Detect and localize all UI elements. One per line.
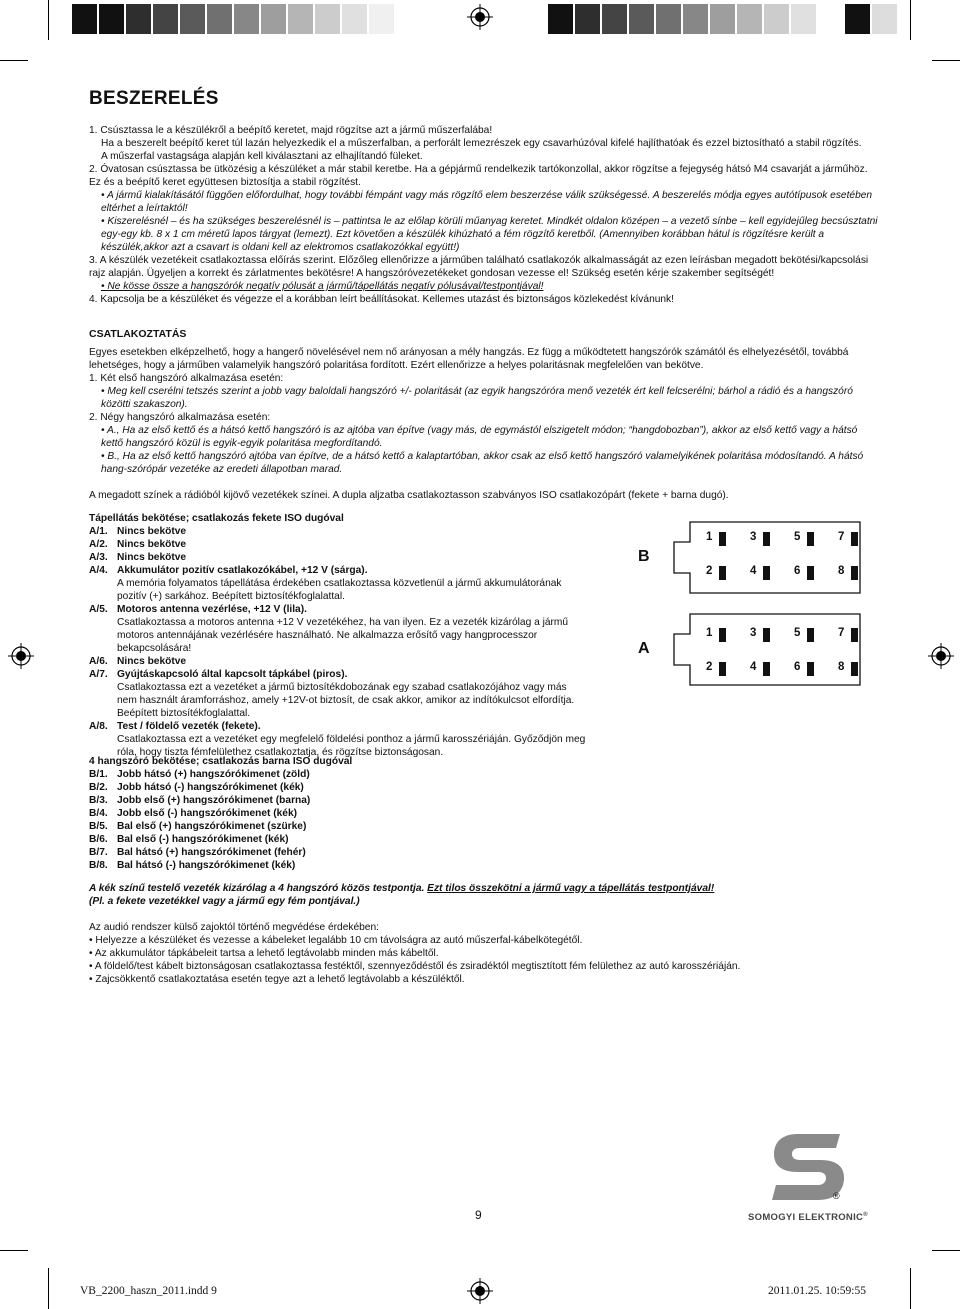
pin-id: A/5. bbox=[89, 604, 108, 615]
pin-id: B/3. bbox=[89, 795, 108, 806]
pin-id: A/2. bbox=[89, 539, 108, 550]
pin-id: A/8. bbox=[89, 721, 108, 732]
install-step-1-note-2: A műszerfal vastagsága alapján kell kiválasztani az elhajlítandó füleket. bbox=[101, 151, 423, 162]
pin-number: 6 bbox=[794, 565, 801, 577]
color-bar-left bbox=[72, 4, 423, 34]
pin-title: Bal első (+) hangszórókimenet (szürke) bbox=[117, 821, 307, 832]
crop-mark bbox=[48, 1268, 49, 1309]
color-swatch bbox=[315, 4, 340, 34]
color-swatch bbox=[764, 4, 789, 34]
pin-id: B/7. bbox=[89, 847, 108, 858]
color-bar-right bbox=[548, 4, 899, 34]
color-swatch bbox=[288, 4, 313, 34]
pin-id: B/5. bbox=[89, 821, 108, 832]
color-swatch bbox=[818, 4, 843, 34]
ground-warning bbox=[89, 882, 879, 908]
registration-mark-icon bbox=[467, 4, 493, 30]
speaker-row bbox=[89, 846, 589, 859]
pin-id: A/3. bbox=[89, 552, 108, 563]
iso-connector-diagram bbox=[630, 515, 880, 695]
pin-description: A memória folyamatos tápellátása érdekében csatlakoztassa közvetlenül a jármű akkumulátorának pozitív (+) sarkához. Beépített biztosítékfoglalattal. bbox=[117, 578, 562, 602]
noise-item: • A földelő/test kábelt biztonságosan csatlakoztassa festéktől, szennyeződéstől és zsiradéktól megtisztított fém felülethez az autó karosszériáján. bbox=[89, 961, 741, 972]
pin-contact bbox=[719, 628, 726, 642]
install-steps bbox=[89, 124, 879, 306]
noise-intro: Az audió rendszer külső zajoktól történő megvédése érdekében: bbox=[89, 922, 379, 933]
speaker-heading: 4 hangszóró bekötése; csatlakozás barna ISO dugóval bbox=[89, 756, 353, 767]
pin-title: Test / földelő vezeték (fekete). bbox=[117, 721, 261, 732]
pin-contact bbox=[763, 662, 770, 676]
pin-id: B/4. bbox=[89, 808, 108, 819]
pin-title: Bal hátsó (-) hangszórókimenet (kék) bbox=[117, 860, 296, 871]
ground-warning-example: (Pl. a fekete vezetékkel vagy a jármű egy fém pontjával.) bbox=[89, 896, 360, 907]
pin-number: 4 bbox=[750, 565, 757, 577]
power-row bbox=[89, 603, 589, 655]
pin-title: Nincs bekötve bbox=[117, 526, 187, 537]
noise-item: • Helyezze a készüléket és vezesse a kábeleket legalább 10 cm távolságra az autó műszerfal-kábelkötegétől. bbox=[89, 935, 583, 946]
pin-number: 5 bbox=[794, 627, 801, 639]
pin-number: 5 bbox=[794, 531, 801, 543]
crop-mark bbox=[932, 1250, 960, 1251]
color-swatch bbox=[737, 4, 762, 34]
speaker-row bbox=[89, 794, 589, 807]
pin-number: 3 bbox=[750, 627, 757, 639]
brand-tm: ® bbox=[863, 1212, 868, 1218]
pin-title: Nincs bekötve bbox=[117, 552, 187, 563]
connect-intro: Egyes esetekben elképzelhető, hogy a hangerő növelésével nem nő arányosan a mély hangzás. Ez függ a működtetett hangszórók számától és elhelyezésétől, továbbá lehetséges, hogy a járműben valamelyik hangszóró polaritása fordított. Ezért ellenőrizze a helyes polaritásnak megfelelően van bekötve. bbox=[89, 347, 849, 371]
install-step-2-note-2: • Kiszerelésnél – és ha szükséges beszerelésnél is – pattintsa le az előlap körüli műanyag keretet. Mindkét oldalon középen – a vezető sínbe – kell egyidejűleg becsúsztatni egy-egy kb. 8 x 1 cm méretű lapos tárgyat (lemezt). Ezt követően a készülék kihúzható a fém rögzítő keretből. (Amennyiben korábban hátul is rögzítésre került a készülék,akkor azt a csavart is oldani kell az elektromos csatlakozókkal együtt!) bbox=[101, 216, 878, 253]
registration-mark-icon bbox=[928, 643, 954, 669]
connector-label-b: B bbox=[638, 548, 650, 565]
install-step-1: 1. Csúsztassa le a készülékről a beépítő keretet, majd rögzítse azt a jármű műszerfalába! bbox=[89, 125, 493, 136]
speaker-row bbox=[89, 820, 589, 833]
pin-contact bbox=[851, 532, 858, 546]
pin-number: 8 bbox=[838, 565, 845, 577]
pin-id: A/7. bbox=[89, 669, 108, 680]
color-swatch bbox=[72, 4, 97, 34]
color-swatch bbox=[99, 4, 124, 34]
speaker-row bbox=[89, 833, 589, 846]
brand-name-text: SOMOGYI ELEKTRONIC bbox=[748, 1212, 864, 1224]
connect-case-1-note: • Meg kell cserélni tetszés szerint a jobb vagy baloldali hangszóró +/- polaritását (az egyik hangszóróra menő vezeték ért kell felcserélni; bárhol a rádió és a hangszóró közötti szakaszon). bbox=[101, 386, 853, 410]
registration-mark-icon bbox=[8, 643, 34, 669]
color-swatch bbox=[629, 4, 654, 34]
pin-id: A/6. bbox=[89, 656, 108, 667]
power-row bbox=[89, 720, 589, 759]
noise-item: • Az akkumulátor tápkábeleit tartsa a lehető legtávolabb minden más kábeltől. bbox=[89, 948, 439, 959]
pin-title: Gyújtáskapcsoló által kapcsolt tápkábel (piros). bbox=[117, 669, 348, 680]
pin-contact bbox=[763, 628, 770, 642]
pin-contact bbox=[851, 628, 858, 642]
power-row bbox=[89, 655, 589, 668]
crop-mark bbox=[910, 1268, 911, 1309]
power-row bbox=[89, 564, 589, 603]
pin-id: B/1. bbox=[89, 769, 108, 780]
pin-title: Akkumulátor pozitív csatlakozókábel, +12 V (sárga). bbox=[117, 565, 368, 576]
ground-warning-emphasis: Ezt tilos összekötni a jármű vagy a tápellátás testpontjával! bbox=[427, 883, 715, 894]
pin-contact bbox=[807, 532, 814, 546]
color-swatch bbox=[342, 4, 367, 34]
ground-warning-text: A kék színű testelő vezeték kizárólag a 4 hangszóró közös testpontja. bbox=[89, 883, 428, 894]
pin-contact bbox=[807, 628, 814, 642]
power-row bbox=[89, 538, 589, 551]
pin-contact bbox=[851, 662, 858, 676]
crop-mark bbox=[0, 60, 28, 61]
pin-title: Nincs bekötve bbox=[117, 656, 187, 667]
pin-title: Motoros antenna vezérlése, +12 V (lila). bbox=[117, 604, 307, 615]
page-title: BESZERELÉS bbox=[89, 88, 219, 109]
install-step-1-note: Ha a beszerelt beépítő keret túl lazán helyezkedik el a műszerfalban, a perforált lemezrészek egy csavarhúzóval kifelé hajlíthatóak és ezzel biztosítható a stabil rögzítés. bbox=[101, 138, 862, 149]
color-swatch bbox=[180, 4, 205, 34]
footer-filename: VB_2200_haszn_2011.indd 9 bbox=[80, 1285, 217, 1297]
color-swatch bbox=[126, 4, 151, 34]
color-swatch bbox=[845, 4, 870, 34]
crop-mark bbox=[0, 1250, 28, 1251]
color-swatch bbox=[791, 4, 816, 34]
pin-contact bbox=[763, 532, 770, 546]
pin-contact bbox=[763, 566, 770, 580]
connect-case-1: 1. Két első hangszóró alkalmazása esetén: bbox=[89, 373, 284, 384]
connect-case-2: 2. Négy hangszóró alkalmazása esetén: bbox=[89, 412, 271, 423]
speaker-row bbox=[89, 768, 589, 781]
install-step-2-note: • A jármű kialakításától függően előfordulhat, hogy további fémpánt vagy más rögzítő elem beszerzése válik szükségessé. A beszerelés módja egyes autótípusok esetében eltérhet a leírtaktól! bbox=[101, 190, 873, 214]
pin-title: Jobb első (-) hangszórókimenet (kék) bbox=[117, 808, 298, 819]
color-swatch bbox=[710, 4, 735, 34]
pin-contact bbox=[851, 566, 858, 580]
pin-number: 1 bbox=[706, 627, 713, 639]
pin-number: 2 bbox=[706, 565, 713, 577]
connect-case-2-note-b: • B., Ha az első kettő hangszóró ajtóba van építve, de a hátsó kettő a kalaptartóban, akkor csak az első kettő hangszóró valamelyikének polaritása módosítandó. A hátsó hang-szórópár vezetéke az eredeti állapotban marad. bbox=[101, 451, 864, 475]
color-swatch bbox=[153, 4, 178, 34]
pin-id: A/4. bbox=[89, 565, 108, 576]
noise-protection bbox=[89, 921, 879, 986]
pin-description: Csatlakoztassa a motoros antenna +12 V vezetékéhez, ha van ilyen. Ez a vezeték kizárólag a jármű motoros antennájának vezérlésére használható. Ne alkalmazza erősítő vagy hangprocesszor bekapcsolására! bbox=[117, 617, 569, 654]
install-step-4: 4. Kapcsolja be a készüléket és végezze el a korábban leírt beállításokat. Kellemes utazást és biztonságos közlekedést kívánunk! bbox=[89, 294, 674, 305]
pin-id: B/8. bbox=[89, 860, 108, 871]
crop-mark bbox=[48, 0, 49, 40]
color-swatch bbox=[548, 4, 573, 34]
power-heading: Tápellátás bekötése; csatlakozás fekete ISO dugóval bbox=[89, 513, 344, 524]
pin-number: 1 bbox=[706, 531, 713, 543]
crop-mark bbox=[932, 60, 960, 61]
pin-id: B/6. bbox=[89, 834, 108, 845]
crop-mark bbox=[910, 0, 911, 40]
pin-id: B/2. bbox=[89, 782, 108, 793]
pin-number: 3 bbox=[750, 531, 757, 543]
pin-description: Csatlakoztassa ezt a vezetéket egy megfelelő földelési ponthoz a jármű karosszériáján. Győződjön meg róla, hogy tiszta fémfelülethez csatlakoztatja, és rögzítse biztonságosan. bbox=[117, 734, 586, 758]
install-step-2: 2. Óvatosan csúsztassa be ütközésig a készüléket a már stabil keretbe. Ha a gépjármű rendelkezik tartókonzollal, akkor rögzítse a fejegység hátsó M4 csavarját a járműhöz. Ez és a beépítő keret együttesen biztosítja a stabil rögzítést. bbox=[89, 164, 868, 188]
color-swatch bbox=[369, 4, 394, 34]
pin-title: Bal hátsó (+) hangszórókimenet (fehér) bbox=[117, 847, 306, 858]
section-heading-connect: CSATLAKOZTATÁS bbox=[89, 328, 187, 340]
brand-name bbox=[748, 1212, 868, 1223]
color-swatch bbox=[872, 4, 897, 34]
pin-contact bbox=[719, 662, 726, 676]
install-step-3: 3. A készülék vezetékeit csatlakoztassa előírás szerint. Előzőleg ellenőrizze a járműben található csatlakozók alkalmasságát az ezen leírásban megadott bekötési/kapcsolási rajz alapján. Ügyeljen a korrekt és zárlatmentes bekötésre! A hangszóróvezetékeket gondosan vezesse el! Szükség esetén kérje szakember segítségét! bbox=[89, 255, 869, 279]
pin-title: Nincs bekötve bbox=[117, 539, 187, 550]
speaker-row bbox=[89, 807, 589, 820]
color-swatch bbox=[261, 4, 286, 34]
connector-label-a: A bbox=[638, 640, 650, 657]
registration-mark-icon bbox=[467, 1278, 493, 1304]
power-row bbox=[89, 551, 589, 564]
connect-case-2-note-a: • A., Ha az első kettő és a hátsó kettő hangszóró is az ajtóba van építve (vagy más, de egymástól elszigetelt módon; “hangdobozban”), akkor az első kettő vagy a hátsó kettő hangszóró közül is egyik-egyik polaritása megfordítandó. bbox=[101, 425, 858, 449]
noise-item: • Zajcsökkentő csatlakoztatása esetén tegye azt a lehető legtávolabb a készüléktől. bbox=[89, 974, 465, 985]
pin-number: 2 bbox=[706, 661, 713, 673]
pin-title: Jobb hátsó (-) hangszórókimenet (kék) bbox=[117, 782, 304, 793]
speaker-row bbox=[89, 859, 589, 872]
color-swatch bbox=[234, 4, 259, 34]
pin-number: 7 bbox=[838, 531, 845, 543]
pin-contact bbox=[807, 566, 814, 580]
power-wiring bbox=[89, 512, 589, 759]
registered-mark: ® bbox=[833, 1191, 840, 1201]
pin-number: 4 bbox=[750, 661, 757, 673]
pin-contact bbox=[719, 566, 726, 580]
color-swatch bbox=[207, 4, 232, 34]
pin-title: Bal első (-) hangszórókimenet (kék) bbox=[117, 834, 289, 845]
color-swatch bbox=[575, 4, 600, 34]
pin-number: 7 bbox=[838, 627, 845, 639]
pin-title: Jobb első (+) hangszórókimenet (barna) bbox=[117, 795, 311, 806]
color-swatch bbox=[656, 4, 681, 34]
speaker-row bbox=[89, 781, 589, 794]
connect-colors-note: A megadott színek a rádióból kijövő vezetékek színei. A dupla aljzatba csatlakoztasson szabványos ISO csatlakozópárt (fekete + barna dugó). bbox=[89, 490, 729, 501]
pin-title: Jobb hátsó (+) hangszórókimenet (zöld) bbox=[117, 769, 310, 780]
color-swatch bbox=[602, 4, 627, 34]
pin-contact bbox=[807, 662, 814, 676]
install-step-3-warning: • Ne kösse össze a hangszórók negatív pólusát a jármű/tápellátás negatív pólusával/testpontjával! bbox=[101, 281, 544, 292]
power-row bbox=[89, 668, 589, 720]
connect-text bbox=[89, 346, 879, 502]
power-row bbox=[89, 525, 589, 538]
pin-number: 6 bbox=[794, 661, 801, 673]
pin-number: 8 bbox=[838, 661, 845, 673]
color-swatch bbox=[683, 4, 708, 34]
pin-contact bbox=[719, 532, 726, 546]
page-number: 9 bbox=[475, 1208, 482, 1222]
speaker-wiring bbox=[89, 755, 589, 872]
pin-id: A/1. bbox=[89, 526, 108, 537]
pin-description: Csatlakoztassa ezt a vezetéket a jármű biztosítékdobozának egy szabad csatlakozójához vagy más nem használt áramforráshoz, amely +12V-ot biztosít, de csak akkor, amikor az indítókulcsot elfordítja. Beépített biztosítékfoglalattal. bbox=[117, 682, 575, 719]
color-swatch bbox=[396, 4, 421, 34]
footer-timestamp: 2011.01.25. 10:59:55 bbox=[768, 1285, 866, 1297]
